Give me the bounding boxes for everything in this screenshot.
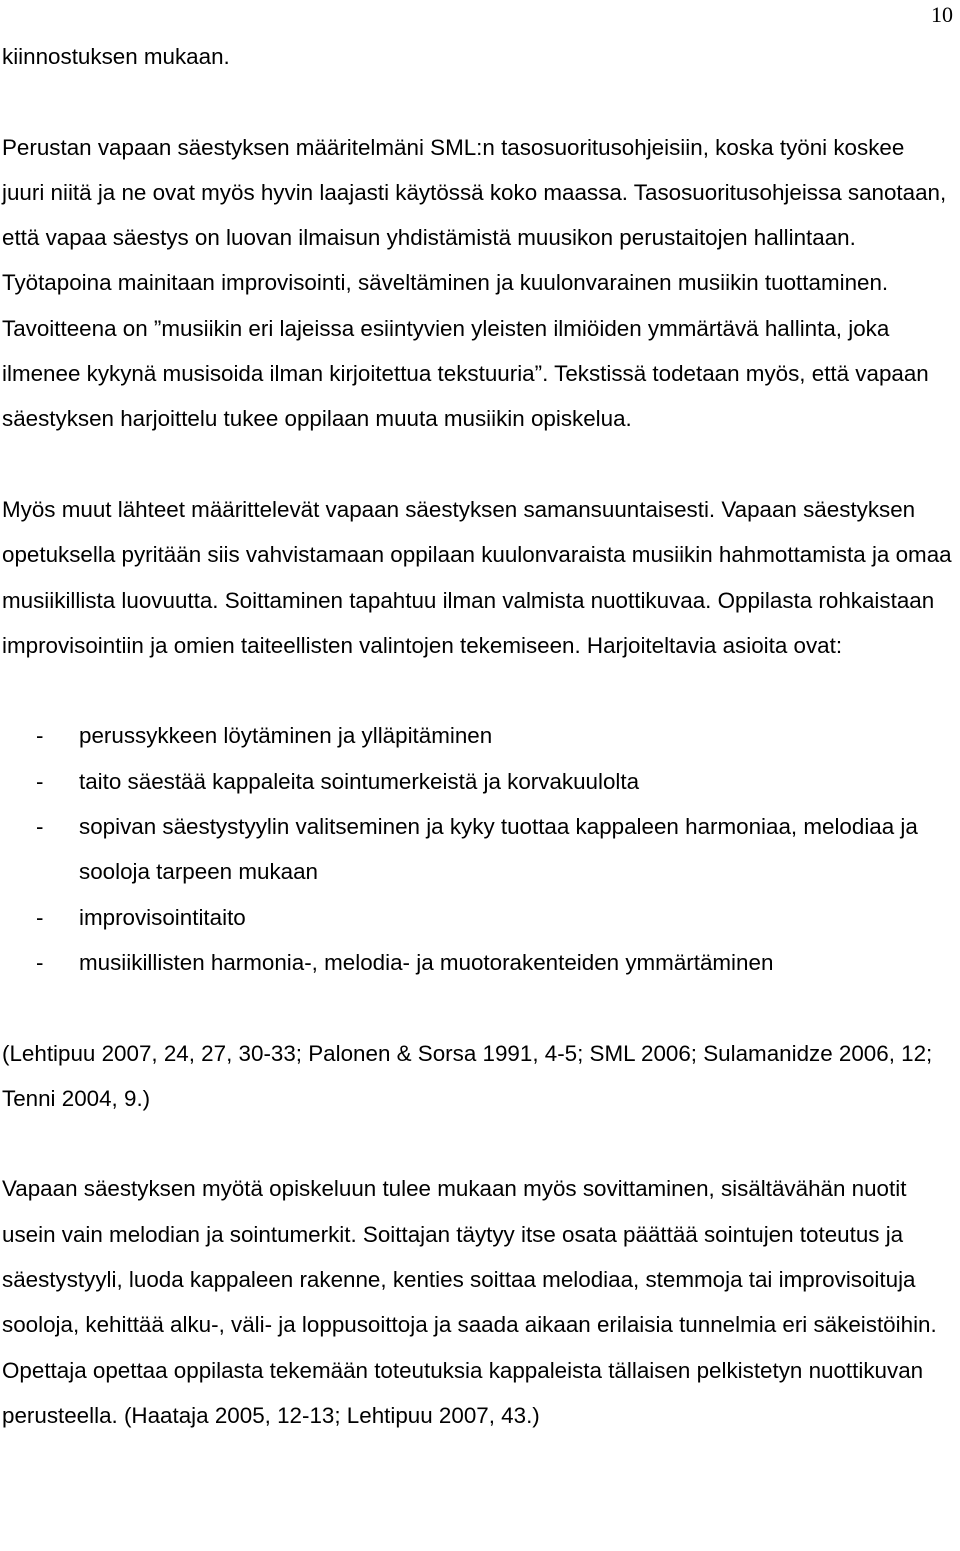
list-item [2, 895, 952, 940]
page-number: 10 [931, 2, 953, 27]
list-item-text: improvisointitaito [79, 904, 246, 930]
list-item-text: sopivan säestystyylin valitseminen ja kyky tuottaa kappaleen harmoniaa, melodiaa ja sooloja tarpeen mukaan [79, 814, 918, 885]
list-item [2, 940, 952, 985]
list-item-text: taito säestää kappaleita sointumerkeistä ja korvakuulolta [79, 768, 640, 794]
list-dash: - [36, 723, 44, 749]
references-citation: (Lehtipuu 2007, 24, 27, 30-33; Palonen & Sorsa 1991, 4-5; SML 2006; Sulamanidze 2006, 12; Tenni 2004, 9.) [2, 1040, 933, 1111]
list-dash: - [36, 768, 44, 794]
list-item [2, 759, 952, 804]
paragraph-continuation: kiinnostuksen mukaan. [2, 44, 230, 69]
paragraph-other-sources: Myös muut lähteet määrittelevät vapaan säestyksen samansuuntaisesti. Vapaan säestyksen opetuksella pyritään siis vahvistamaan oppilaan kuulonvaraista musiikin hahmottamista ja omaa musiikillista luovuutta. Soittaminen tapahtuu ilman valmista nuottikuvaa. Oppilasta rohkaistaan improvisointiin ja omien taiteellisten valintojen tekemiseen. Harjoiteltavia asioita ovat: [2, 496, 952, 658]
paragraph-gap [2, 985, 952, 1030]
paragraph-gap [2, 668, 952, 713]
paragraph-gap [2, 442, 952, 487]
paragraph-sml-definition: Perustan vapaan säestyksen määritelmäni SML:n tasosuoritusohjeisiin, koska työni koskee juuri niitä ja ne ovat myös hyvin laajasti käytössä koko maassa. Tasosuoritusohjeissa sanotaan, että vapaa säestys on luovan ilmaisun yhdistämistä muusikon perustaitojen hallintaan. Työtapoina mainitaan improvisointi, säveltäminen ja kuulonvarainen musiikin tuottaminen. Tavoitteena on ”musiikin eri lajeissa esiintyvien yleisten ilmiöiden ymmärtävä hallinta, joka ilmenee kykynä musisoida ilman kirjoitettua tekstuuria”. Tekstissä todetaan myös, että vapaan säestyksen harjoittelu tukee oppilaan muuta musiikin opiskelua. [2, 134, 947, 432]
list-dash: - [36, 814, 44, 840]
practice-items-list [2, 713, 952, 985]
list-item-text: musiikillisten harmonia-, melodia- ja muotorakenteiden ymmärtäminen [79, 949, 774, 975]
paragraph-gap [2, 1121, 952, 1166]
list-dash: - [36, 949, 44, 975]
paragraph-gap [2, 79, 952, 124]
list-item [2, 713, 952, 758]
document-body [2, 34, 952, 1438]
list-item [2, 804, 952, 895]
list-dash: - [36, 904, 44, 930]
list-item-text: perussykkeen löytäminen ja ylläpitäminen [79, 723, 493, 749]
paragraph-arranging: Vapaan säestyksen myötä opiskeluun tulee mukaan myös sovittaminen, sisältävähän nuotit usein vain melodian ja sointumerkit. Soittajan täytyy itse osata päättää sointujen toteutus ja säestystyyli, luoda kappaleen rakenne, kenties soittaa melodiaa, stemmoja tai improvisoituja sooloja, kehittää alku-, väli- ja loppusoittoja ja saada aikaan erilaisia tunnelmia eri säkeistöihin. Opettaja opettaa oppilasta tekemään toteutuksia kappaleista tällaisen pelkistetyn nuottikuvan perusteella. (Haataja 2005, 12-13; Lehtipuu 2007, 43.) [2, 1176, 937, 1428]
